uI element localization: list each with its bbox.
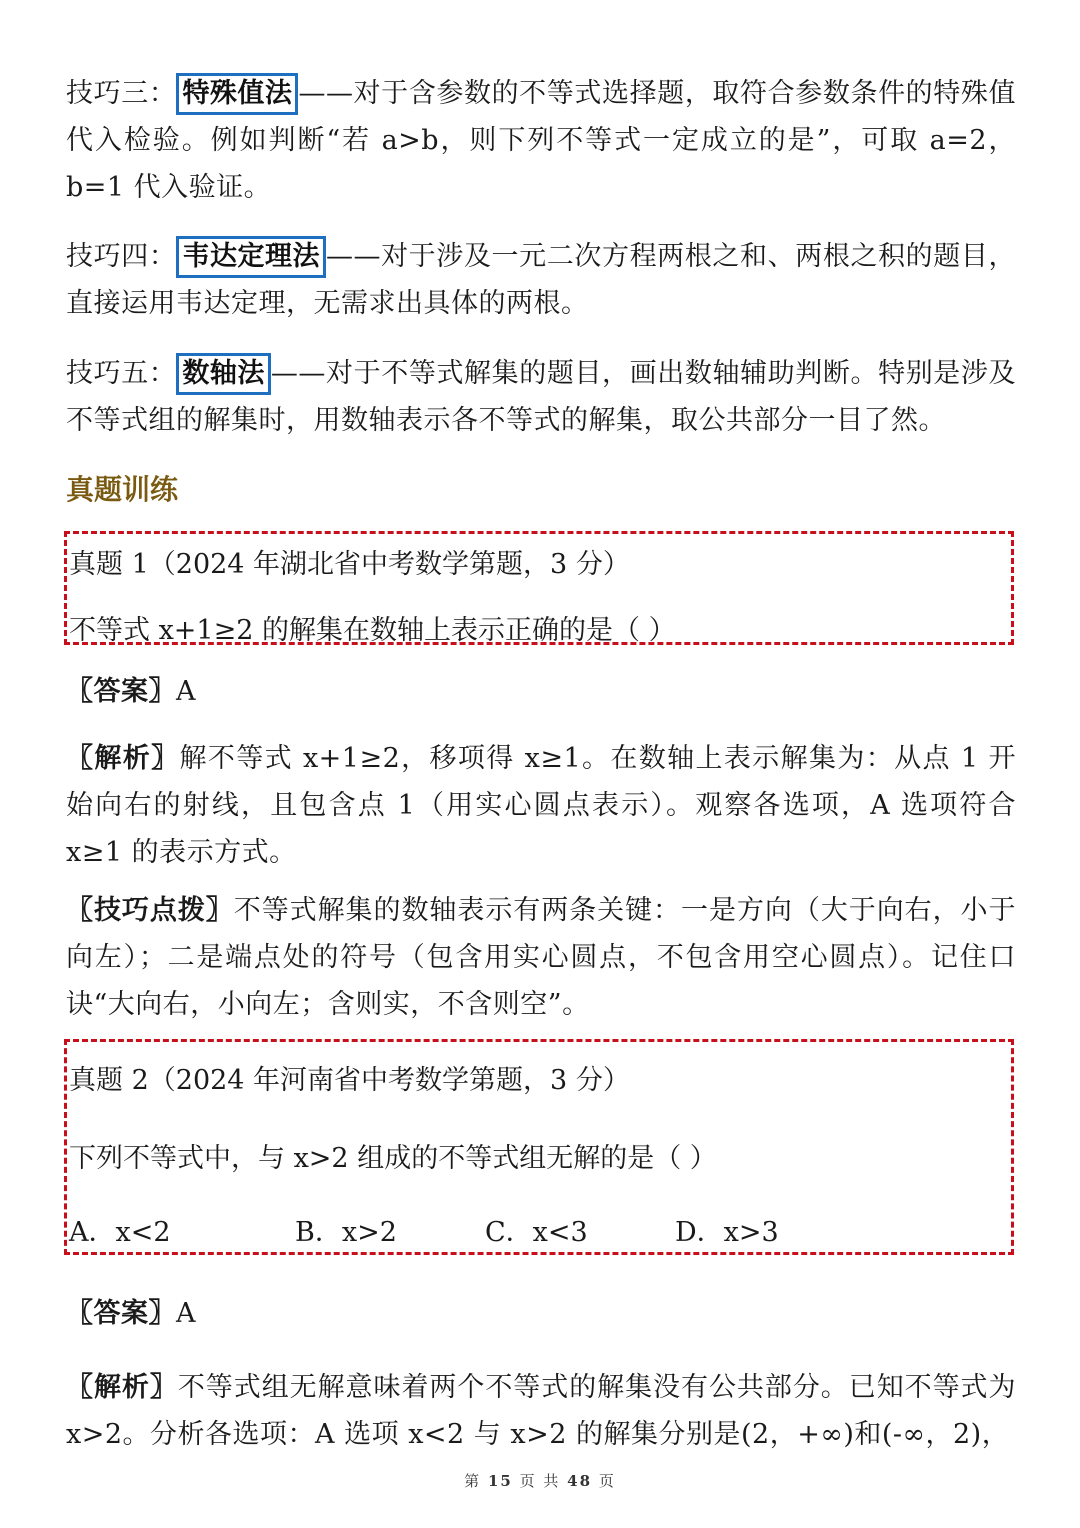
answer-label: 〖答案〗: [66, 1298, 176, 1329]
analysis-text: 解不等式 x+1≥2，移项得 x≥1。在数轴上表示解集为：从点 1 开始向右的射线，且包含点 1（用实心圆点表示）。观察各选项，A 选项符合 x≥1 的表示方式。: [66, 743, 1016, 868]
question-2-title: 真题 2（2024 年河南省中考数学第题，3 分）: [69, 1065, 630, 1096]
footer-pre: 第: [464, 1472, 482, 1490]
answer-value: A: [176, 1298, 196, 1329]
analysis-label: 〖解析〗: [66, 743, 180, 774]
question-2-stem: 下列不等式中，与 x>2 组成的不等式组无解的是（ ）: [69, 1143, 717, 1174]
question-1-answer: [66, 668, 1016, 715]
question-1-stem: 不等式 x+1≥2 的解集在数轴上表示正确的是（ ）: [69, 615, 676, 646]
answer-label: 〖答案〗: [66, 676, 176, 707]
question-2-analysis: [66, 1364, 1016, 1458]
tip-text: 不等式解集的数轴表示有两条关键：一是方向（大于向右，小于向左）；二是端点处的符号（包含用实心圆点，不包含用空心圆点）。记住口诀“大向右，小向左；含则实，不含则空”。: [66, 895, 1017, 1020]
total-pages: 48: [567, 1472, 593, 1490]
tip-three-prefix: 技巧三：: [66, 78, 177, 109]
option-c: C．x<3: [485, 1217, 588, 1248]
footer-post: 页: [598, 1472, 616, 1490]
analysis-text: 不等式组无解意味着两个不等式的解集没有公共部分。已知不等式为 x>2。分析各选项：A 选项 x<2 与 x>2 的解集分别是(2，+∞)和(-∞，2)，: [66, 1372, 1017, 1450]
tip-four: [66, 233, 1016, 327]
section-title: 真题训练: [66, 473, 179, 506]
option-a: A．x<2: [69, 1217, 171, 1248]
question-1-analysis: [66, 735, 1016, 876]
tip-three: [66, 70, 1016, 211]
page-number: 15: [487, 1472, 513, 1490]
tip-five-prefix: 技巧五：: [66, 358, 177, 389]
tip-four-prefix: 技巧四：: [66, 241, 177, 272]
tip-three-text: ——对于含参数的不等式选择题，取符合参数条件的特殊值代入检验。例如判断“若 a>b，则下列不等式一定成立的是”，可取 a=2，b=1 代入验证。: [66, 78, 1017, 203]
question-2-box: [64, 1039, 1014, 1255]
page-footer: [0, 1470, 1080, 1491]
answer-value: A: [176, 676, 196, 707]
tip-five-name: 数轴法: [176, 353, 271, 395]
tip-five: [66, 350, 1016, 444]
question-1-tip: [66, 887, 1016, 1028]
tip-four-text: ——对于涉及一元二次方程两根之和、两根之积的题目，直接运用韦达定理，无需求出具体的两根。: [66, 241, 1017, 319]
question-1-box: [64, 531, 1014, 645]
tip-four-name: 韦达定理法: [176, 236, 326, 278]
tip-three-name: 特殊值法: [176, 73, 298, 115]
option-b: B．x>2: [295, 1217, 397, 1248]
footer-mid: 页 共: [519, 1472, 561, 1490]
question-1-title: 真题 1（2024 年湖北省中考数学第题，3 分）: [69, 549, 630, 580]
analysis-label: 〖解析〗: [66, 1372, 178, 1403]
tip-label: 〖技巧点拨〗: [66, 895, 234, 926]
question-2-answer: [66, 1290, 1016, 1337]
option-d: D．x>3: [675, 1217, 779, 1248]
tip-five-text: ——对于不等式解集的题目，画出数轴辅助判断。特别是涉及不等式组的解集时，用数轴表示各不等式的解集，取公共部分一目了然。: [66, 358, 1017, 436]
